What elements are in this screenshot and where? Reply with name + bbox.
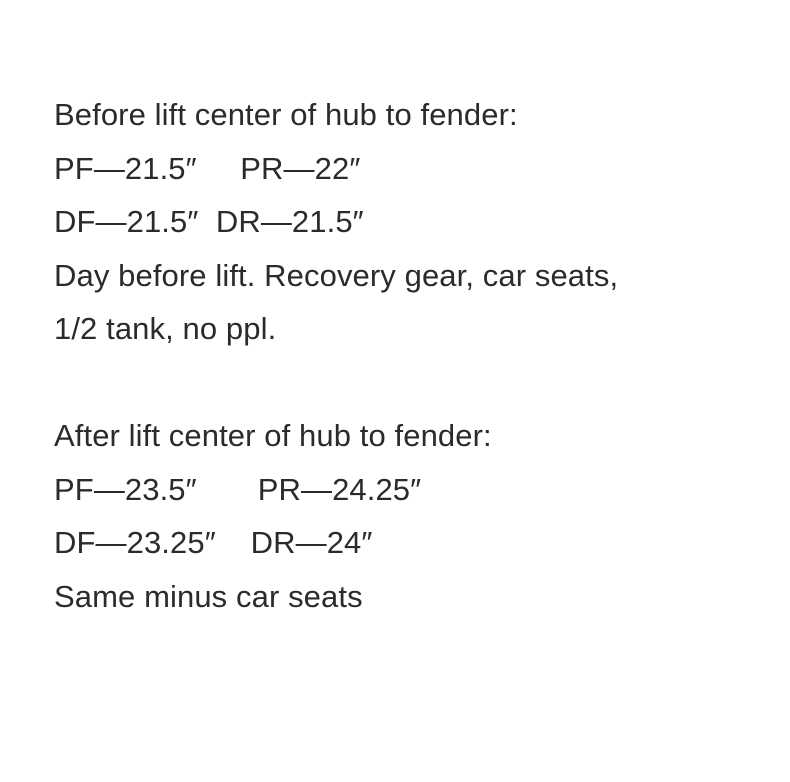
before-row-passenger: PF—21.5″ PR—22″: [54, 150, 361, 186]
before-row-driver: DF—21.5″ DR—21.5″: [54, 204, 364, 239]
before-remark-line-2: 1/2 tank, no ppl.: [54, 311, 277, 346]
after-heading: After lift center of hub to fender:: [54, 418, 492, 453]
after-row-driver: DF—23.25″ DR—24″: [54, 525, 373, 560]
before-remark-line-1: Day before lift. Recovery gear, car seats,: [54, 257, 619, 293]
after-row-passenger: PF—23.5″ PR—24.25″: [54, 471, 422, 507]
after-remark: Same minus car seats: [54, 578, 363, 614]
before-heading: Before lift center of hub to fender:: [54, 97, 518, 132]
paragraph-spacer: [54, 356, 774, 410]
note-body[interactable]: [54, 88, 774, 623]
